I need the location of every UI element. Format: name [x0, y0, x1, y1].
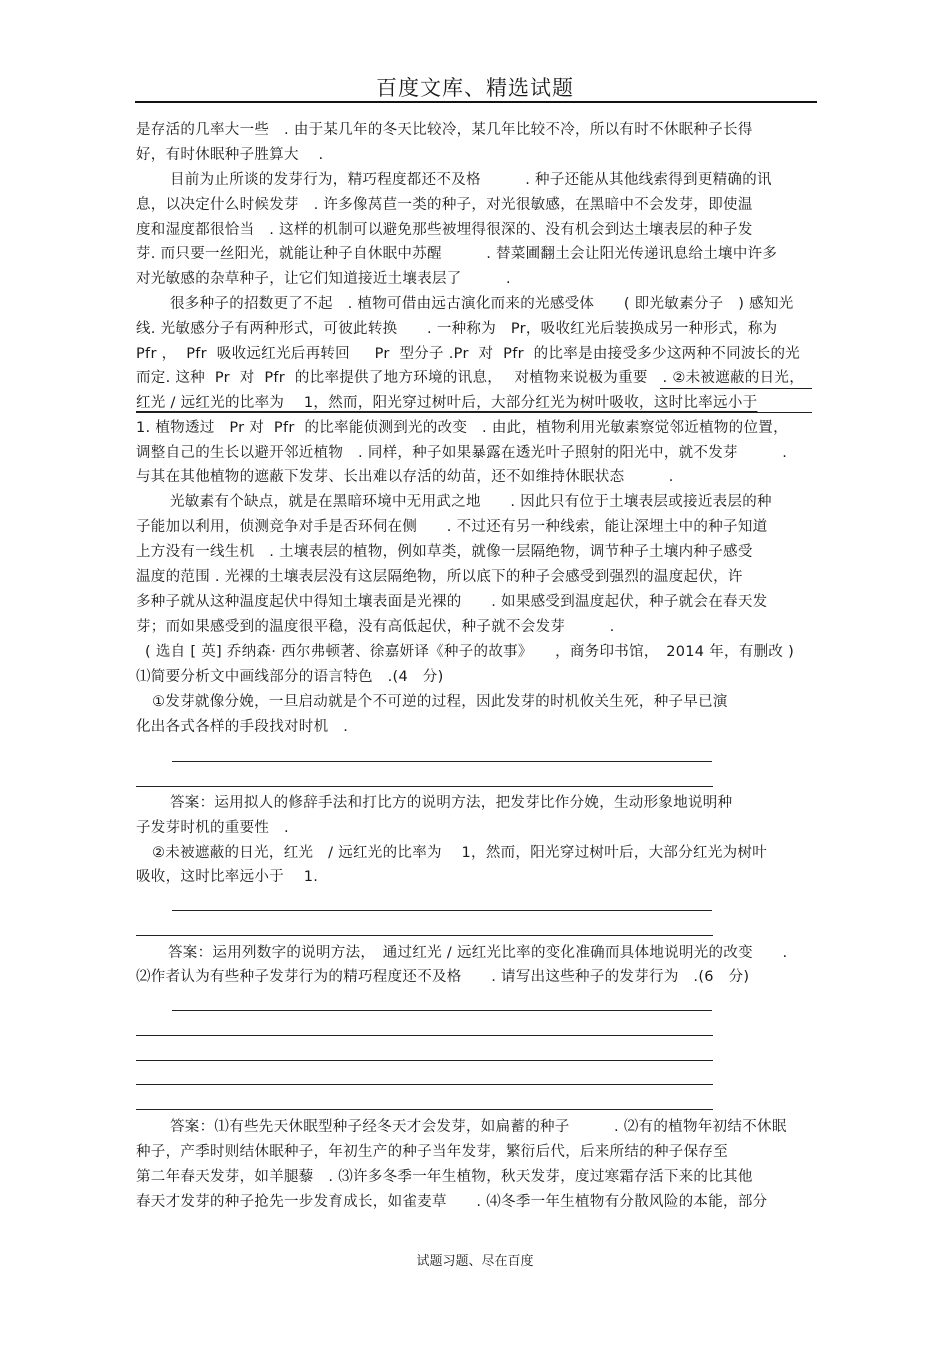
text-line: 芽；而如果感受到的温度很平稳，没有高低起伏，种子就不会发芽 . [136, 619, 615, 635]
underline-mark [660, 388, 812, 389]
question-item: 吸收，这时比率远小于 1. [136, 869, 319, 885]
text-line: 息，以决定什么时候发芽 . 许多像莴苣一类的种子，对光很敏感，在黑暗中不会发芽，即使温 [136, 197, 753, 213]
text-line: 调整自己的生长以避开邻近植物 . 同样，种子如果暴露在透光叶子照射的阳光中，就不发芽 . [136, 445, 788, 461]
text-line: 很多种子的招数更了不起 . 植物可借由远古演化而来的光感受体 ( 即光敏素分子 ) 感知光 [170, 296, 794, 312]
text-line: 度和湿度都很恰当 . 这样的机制可以避免那些被埋得很深的、没有机会到达土壤表层的种子发 [136, 222, 753, 238]
question-1: ⑴简要分析文中画线部分的语言特色 .(4 分) [136, 669, 444, 685]
text-line: 子能加以利用，侦测竞争对手是否环伺在侧 . 不过还有另一种线索，能让深埋土中的种子知道 [136, 519, 768, 535]
question-item: ②未被遮蔽的日光，红光 / 远红光的比率为 1，然而，阳光穿过树叶后，大部分红光为树叶 [152, 845, 768, 861]
answer-text: 春天才发芽的种子抢先一步发育成长，如雀麦草 . ⑷冬季一年生植物有分散风险的本能，部分 [136, 1194, 768, 1210]
text-line: 与其在其他植物的遮蔽下发芽、长出难以存活的幼苗，还不如维持休眠状态 . [136, 469, 674, 485]
answer-blank-line [172, 761, 712, 762]
answer-text: 第二年春天发芽，如羊腿藜 . ⑶许多冬季一年生植物，秋天发芽，度过寒霜存活下来的比其他 [136, 1169, 753, 1185]
question-item: ①发芽就像分娩，一旦启动就是个不可逆的过程，因此发芽的时机攸关生死，种子早已演 [152, 694, 728, 710]
answer-text: 答案：⑴有些先天休眠型种子经冬天才会发芽，如扁蓄的种子 . ⑵有的植物年初结不休眠 [170, 1119, 787, 1135]
question-item: 化出各式各样的手段找对时机 . [136, 719, 349, 735]
text-line: 芽. 而只要一丝阳光，就能让种子自休眠中苏醒 . 替菜圃翻土会让阳光传递讯息给土壤中许多 [136, 246, 778, 262]
text-line: 是存活的几率大一些 . 由于某几年的冬天比较冷，某几年比较不冷，所以有时不休眠种子长得 [136, 122, 753, 138]
header-divider [135, 101, 817, 103]
answer-blank-line [172, 910, 712, 911]
source-citation: ( 选自 [ 英] 乔纳森· 西尔弗顿著、徐嘉妍译《种子的故事》 ，商务印书馆， 2014 年，有删改 ) [145, 644, 795, 660]
page-header-title: 百度文库、精选试题 [376, 76, 574, 100]
text-line: 对光敏感的杂草种子，让它们知道接近土壤表层了 . [136, 271, 511, 287]
text-line: 1. 植物透过 Pr 对 Pfr 的比率能侦测到光的改变 . 由此，植物利用光敏素察觉邻近植物的位置， [136, 420, 788, 436]
text-line: 线. 光敏感分子有两种形式，可彼此转换 . 一种称为 Pr，吸收红光后装换成另一种形式，称为 [136, 321, 778, 337]
answer-blank-line [136, 1060, 713, 1061]
text-line-underlined: 而定. 这种 Pr 对 Pfr 的比率提供了地方环境的讯息， 对植物来说极为重要 . ②未被遮蔽的日光， [136, 370, 805, 386]
text-line: 多种子就从这种温度起伏中得知土壤表面是光裸的 . 如果感受到温度起伏，种子就会在春天发 [136, 594, 768, 610]
text-line: 光敏素有个缺点，就是在黑暗环境中无用武之地 . 因此只有位于土壤表层或接近表层的种 [170, 494, 772, 510]
text-line: 上方没有一线生机 . 土壤表层的植物，例如草类，就像一层隔绝物，调节种子土壤内种子感受 [136, 544, 753, 560]
text-line: 目前为止所谈的发芽行为，精巧程度都还不及格 . 种子还能从其他线索得到更精确的讯 [170, 172, 772, 188]
answer-text: 子发芽时机的重要性 . [136, 820, 289, 836]
text-line: 好，有时休眠种子胜算大 . [136, 147, 324, 163]
text-line-underlined: 红光 / 远红光的比率为 1，然而，阳光穿过树叶后，大部分红光为树叶吸收，这时比率远小于 [136, 395, 758, 411]
answer-blank-line [136, 1109, 713, 1110]
underline-mark [136, 412, 812, 413]
answer-text: 种子，产季时则结休眠种子，年初生产的种子当年发芽，繁衍后代，后来所结的种子保存至 [136, 1144, 728, 1160]
answer-text: 答案：运用列数字的说明方法， 通过红光 / 远红光比率的变化准确而具体地说明光的改变 . [168, 945, 788, 961]
text-line: 温度的范围 . 光裸的土壤表层没有这层隔绝物，所以底下的种子会感受到强烈的温度起伏，许 [136, 569, 743, 585]
answer-blank-line [136, 786, 713, 787]
page-footer: 试题习题、尽在百度 [416, 1254, 534, 1269]
answer-blank-line [136, 935, 713, 936]
question-2: ⑵作者认为有些种子发芽行为的精巧程度还不及格 . 请写出这些种子的发芽行为 .(6 分) [136, 969, 750, 985]
answer-blank-line [172, 1010, 712, 1011]
answer-text: 答案：运用拟人的修辞手法和打比方的说明方法，把发芽比作分娩，生动形象地说明种 [170, 795, 733, 811]
text-line: Pfr ， Pfr 吸收远红光后再转回 Pr 型分子 .Pr 对 Pfr 的比率是由接受多少这两种不同波长的光 [136, 346, 801, 362]
answer-blank-line [136, 1035, 713, 1036]
answer-blank-line [136, 1084, 713, 1085]
